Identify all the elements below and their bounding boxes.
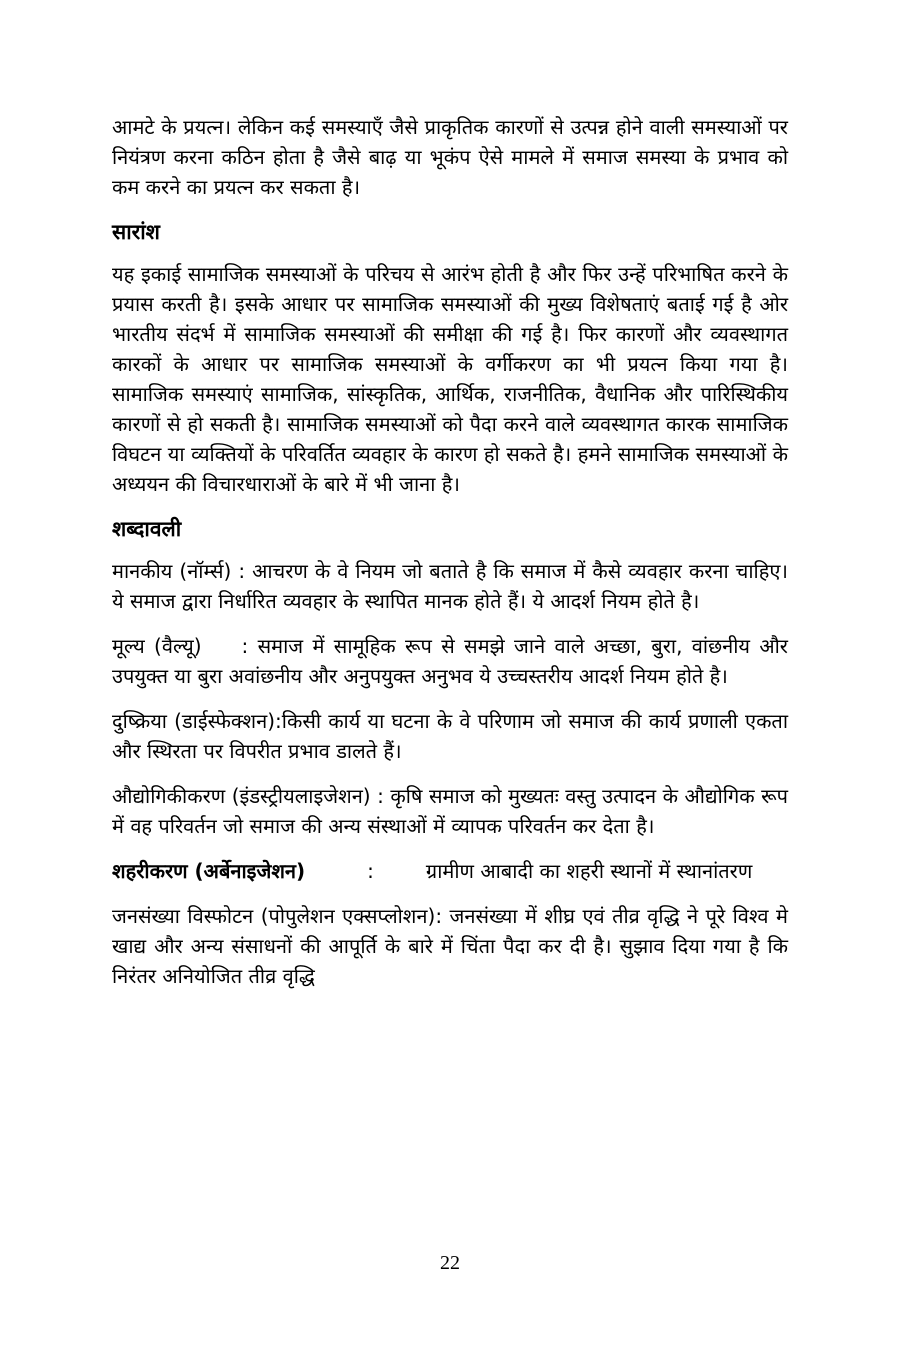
glossary-term: मानकीय (नॉर्म्स) (112, 559, 232, 583)
glossary-definition: किसी कार्य या घटना के वे परिणाम जो समाज की कार्य प्रणाली एकता और स्थिरता पर विपरीत प्रभाव डालते हैं। (112, 709, 789, 763)
glossary-definition: जनसंख्या में शीघ्र एवं तीव्र वृद्धि ने पूरे विश्व मे खाद्य और अन्य संसाधनों की आपूर्ति के बारे में चिंता पैदा कर दी है। सुझाव दिया गया है कि निरंतर अनियोजित तीव्र वृद्धि (112, 904, 788, 988)
glossary-definition: समाज में सामूहिक रूप से समझे जाने वाले अच्छा, बुरा, वांछनीय और उपयुक्त या बुरा अवांछनीय और अनुपयुक्त अनुभव ये उच्चस्तरीय आदर्श नियम होते है। (112, 634, 788, 688)
summary-paragraph: यह इकाई सामाजिक समस्याओं के परिचय से आरंभ होती है और फिर उन्हें परिभाषित करने के प्रयास करती है। इसके आधार पर सामाजिक समस्याओं की मुख्य विशेषताएं बताई गई है ओर भारतीय संदर्भ में सामाजिक समस्याओं की समीक्षा की गई है। फिर कारणों और व्यवस्थागत कारकों के आधार पर सामाजिक समस्याओं के वर्गीकरण का भी प्रयत्न किया गया है। सामाजिक समस्याएं सामाजिक, सांस्कृतिक, आर्थिक, राजनीतिक, वैधानिक और पारिस्थिकीय कारणों से हो सकती है। सामाजिक समस्याओं को पैदा करने वाले व्यवस्थागत कारक सामाजिक विघटन या व्यक्तियों के परिवर्तित व्यवहार के कारण हो सकते है। हमने सामाजिक समस्याओं के अध्ययन की विचारधाराओं के बारे में भी जाना है। (112, 262, 788, 496)
glossary-term: जनसंख्या विस्फोटन (पोपुलेशन एक्सप्लोशन) (112, 904, 436, 928)
glossary-definition: कृषि समाज को मुख्यतः वस्तु उत्पादन के औद्योगिक रूप में वह परिवर्तन जो समाज की अन्य संस्थाओं में व्यापक परिवर्तन कर देता है। (112, 784, 788, 838)
glossary-definition: आचरण के वे नियम जो बताते है कि समाज में कैसे व्यवहार करना चाहिए। ये समाज द्वारा निर्धारित व्यवहार के स्थापित मानक होते हैं। ये आदर्श नियम होते है। (112, 559, 788, 613)
glossary-entry-urbanization (112, 856, 788, 886)
glossary-separator: : (275, 709, 282, 733)
glossary-separator: : (231, 559, 253, 583)
glossary-term: औद्योगिकीकरण (इंडस्ट्रीयलाइजेशन) (112, 784, 371, 808)
glossary-entry-norms (112, 556, 788, 616)
glossary-separator: : (241, 634, 258, 658)
glossary-entry-population-explosion (112, 901, 788, 991)
glossary-term: दुष्क्रिया (डाईस्फेक्शन) (112, 709, 276, 733)
summary-heading: सारांश (112, 220, 160, 244)
intro-paragraph: आमटे के प्रयत्न। लेकिन कई समस्याएँ जैसे प्राकृतिक कारणों से उत्पन्न होने वाली समस्याओं पर नियंत्रण करना कठिन होता है जैसे बाढ़ या भूकंप ऐसे मामले में समाज समस्या के प्रभाव को कम करने का प्रयत्न कर सकता है। (112, 115, 788, 199)
glossary-definition: ग्रामीण आबादी का शहरी स्थानों में स्थानांतरण (425, 859, 753, 883)
glossary-term: शहरीकरण (अर्बेनाइजेशन) (112, 859, 306, 883)
glossary-entry-dysfunction (112, 706, 788, 766)
glossary-heading: शब्दावली (112, 517, 182, 541)
glossary-entry-industrialization (112, 781, 788, 841)
page-number: 22 (440, 1252, 460, 1274)
glossary-term: मूल्य (वैल्यू) (112, 634, 202, 658)
glossary-separator: : (367, 859, 374, 883)
document-page (112, 112, 788, 1006)
glossary-separator: : (370, 784, 391, 808)
glossary-separator: : (435, 904, 450, 928)
glossary-entry-values (112, 631, 788, 691)
